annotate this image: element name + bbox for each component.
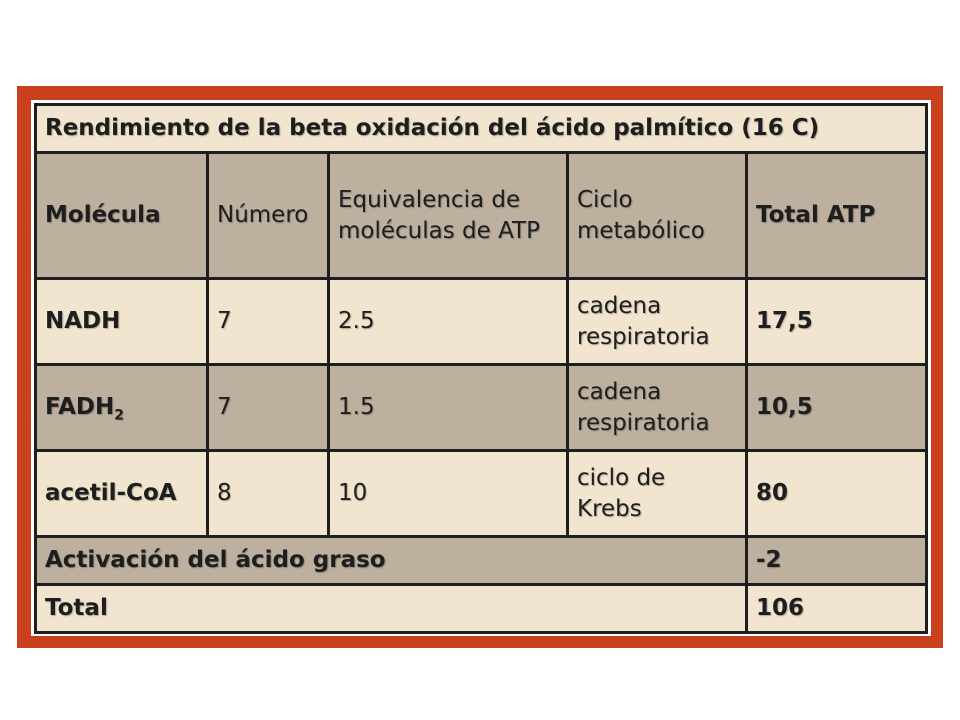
total-row — [36, 585, 927, 633]
table-container — [31, 100, 931, 636]
row-total: 17,5 — [747, 279, 927, 365]
header-equivalencia: Equivalencia de moléculas de ATP — [329, 153, 568, 279]
atp-yield-table — [34, 103, 928, 634]
row-numero: 7 — [208, 365, 329, 451]
header-molecula: Molécula — [36, 153, 208, 279]
molecula-subscript: 2 — [114, 407, 124, 424]
molecula-name: FADH — [45, 394, 115, 421]
row-equivalencia: 2.5 — [329, 279, 568, 365]
activation-label: Activación del ácido graso — [36, 537, 747, 585]
grand-total-value: 106 — [747, 585, 927, 633]
row-ciclo: cadena respiratoria — [568, 279, 747, 365]
table-row — [36, 365, 927, 451]
total-label: Total — [36, 585, 747, 633]
header-numero: Número — [208, 153, 329, 279]
row-molecula — [36, 279, 208, 365]
slide-frame — [17, 86, 943, 648]
row-equivalencia: 1.5 — [329, 365, 568, 451]
row-numero: 7 — [208, 279, 329, 365]
activation-total: -2 — [747, 537, 927, 585]
row-ciclo: cadena respiratoria — [568, 365, 747, 451]
molecula-name: NADH — [45, 308, 121, 335]
row-ciclo: ciclo de Krebs — [568, 451, 747, 537]
row-molecula — [36, 451, 208, 537]
row-numero: 8 — [208, 451, 329, 537]
molecula-name: acetil-CoA — [45, 480, 177, 507]
table-title: Rendimiento de la beta oxidación del ácido palmítico (16 C) — [36, 105, 927, 153]
table-row — [36, 279, 927, 365]
header-ciclo: Ciclo metabólico — [568, 153, 747, 279]
row-molecula — [36, 365, 208, 451]
row-equivalencia: 10 — [329, 451, 568, 537]
row-total: 80 — [747, 451, 927, 537]
header-total: Total ATP — [747, 153, 927, 279]
header-row — [36, 153, 927, 279]
title-row — [36, 105, 927, 153]
activation-row — [36, 537, 927, 585]
table-row — [36, 451, 927, 537]
row-total: 10,5 — [747, 365, 927, 451]
